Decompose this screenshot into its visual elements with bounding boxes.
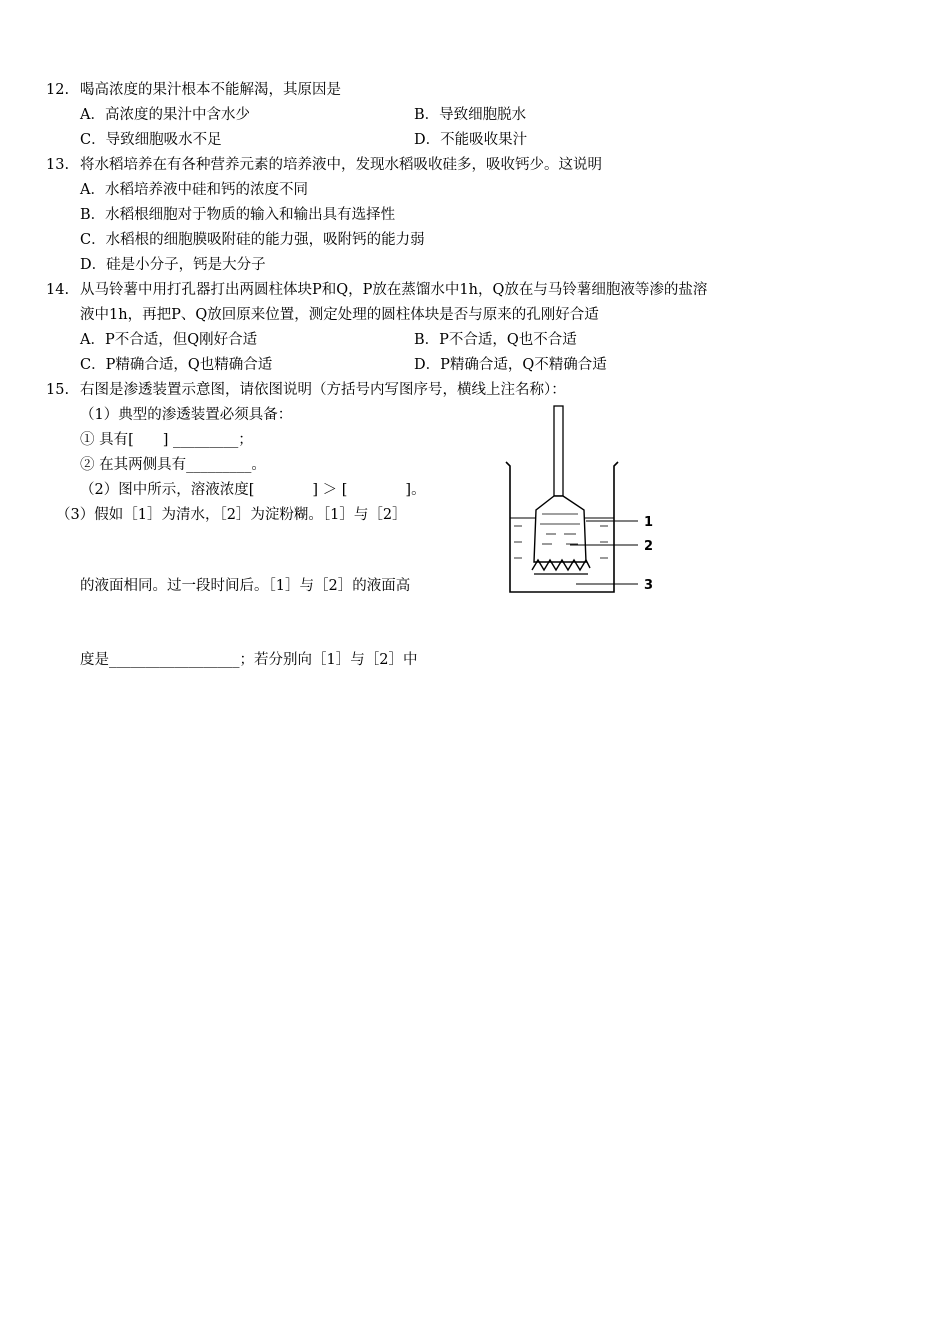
q14-option-a: A．P不合适，但Q刚好合适	[80, 332, 258, 348]
q14-option-b: B．P不合适，Q也不合适	[414, 332, 577, 348]
q15-number: 15.	[46, 382, 70, 398]
q14-stem-line2: 液中1h，再把P、Q放回原来位置，测定处理的圆柱体块是否与原来的孔刚好合适	[80, 307, 599, 323]
q13-option-c: C．水稻根的细胞膜吸附硅的能力强，吸附钙的能力弱	[80, 232, 425, 248]
q15-part3-line2: 的液面相同。过一段时间后。［1］与［2］的液面高	[80, 578, 411, 594]
q14-number: 14.	[46, 282, 70, 298]
q13-option-a: A．水稻培养液中硅和钙的浓度不同	[80, 182, 308, 198]
q12-stem: 喝高浓度的果汁根本不能解渴，其原因是	[80, 82, 341, 98]
q15-part3-line1: （3）假如［1］为清水，［2］为淀粉糊。［1］与［2］	[56, 507, 407, 523]
osmosis-apparatus-diagram	[500, 402, 665, 597]
q12-option-b: B．导致细胞脱水	[414, 107, 527, 123]
q15-part1-item1: ① 具有[ ] _________；	[80, 432, 253, 448]
q12-option-a: A．高浓度的果汁中含水少	[80, 107, 250, 123]
q12-option-c: C．导致细胞吸水不足	[80, 132, 222, 148]
q12-number: 12.	[46, 82, 70, 98]
label-1: 1	[644, 515, 654, 530]
q15-part1: （1）典型的渗透装置必须具备：	[80, 407, 293, 423]
q14-option-d: D．P精确合适，Q不精确合适	[414, 357, 607, 373]
q15-stem: 右图是渗透装置示意图，请依图说明（方括号内写图序号，横线上注名称）：	[80, 382, 566, 398]
q13-option-b: B．水稻根细胞对于物质的输入和输出具有选择性	[80, 207, 396, 223]
thistle-funnel	[534, 496, 586, 562]
q13-stem: 将水稻培养在有各种营养元素的培养液中，发现水稻吸收硅多，吸收钙少。这说明	[80, 157, 602, 173]
q13-option-d: D．硅是小分子，钙是大分子	[80, 257, 266, 273]
q15-part2: （2）图中所示，溶液浓度[ ] ＞ [ ]。	[80, 482, 426, 498]
label-2: 2	[644, 539, 654, 554]
label-3: 3	[644, 578, 654, 593]
glass-tube	[554, 406, 563, 496]
q14-option-c: C．P精确合适，Q也精确合适	[80, 357, 273, 373]
q14-stem-line1: 从马铃薯中用打孔器打出两圆柱体块P和Q，P放在蒸馏水中1h，Q放在与马铃薯细胞液等渗的盐溶	[80, 282, 708, 298]
q15-part3-line3: 度是__________________；若分别向［1］与［2］中	[80, 652, 418, 668]
q13-number: 13.	[46, 157, 70, 173]
q12-option-d: D．不能吸收果汁	[414, 132, 528, 148]
q15-part1-item2: ② 在其两侧具有_________。	[80, 457, 266, 473]
